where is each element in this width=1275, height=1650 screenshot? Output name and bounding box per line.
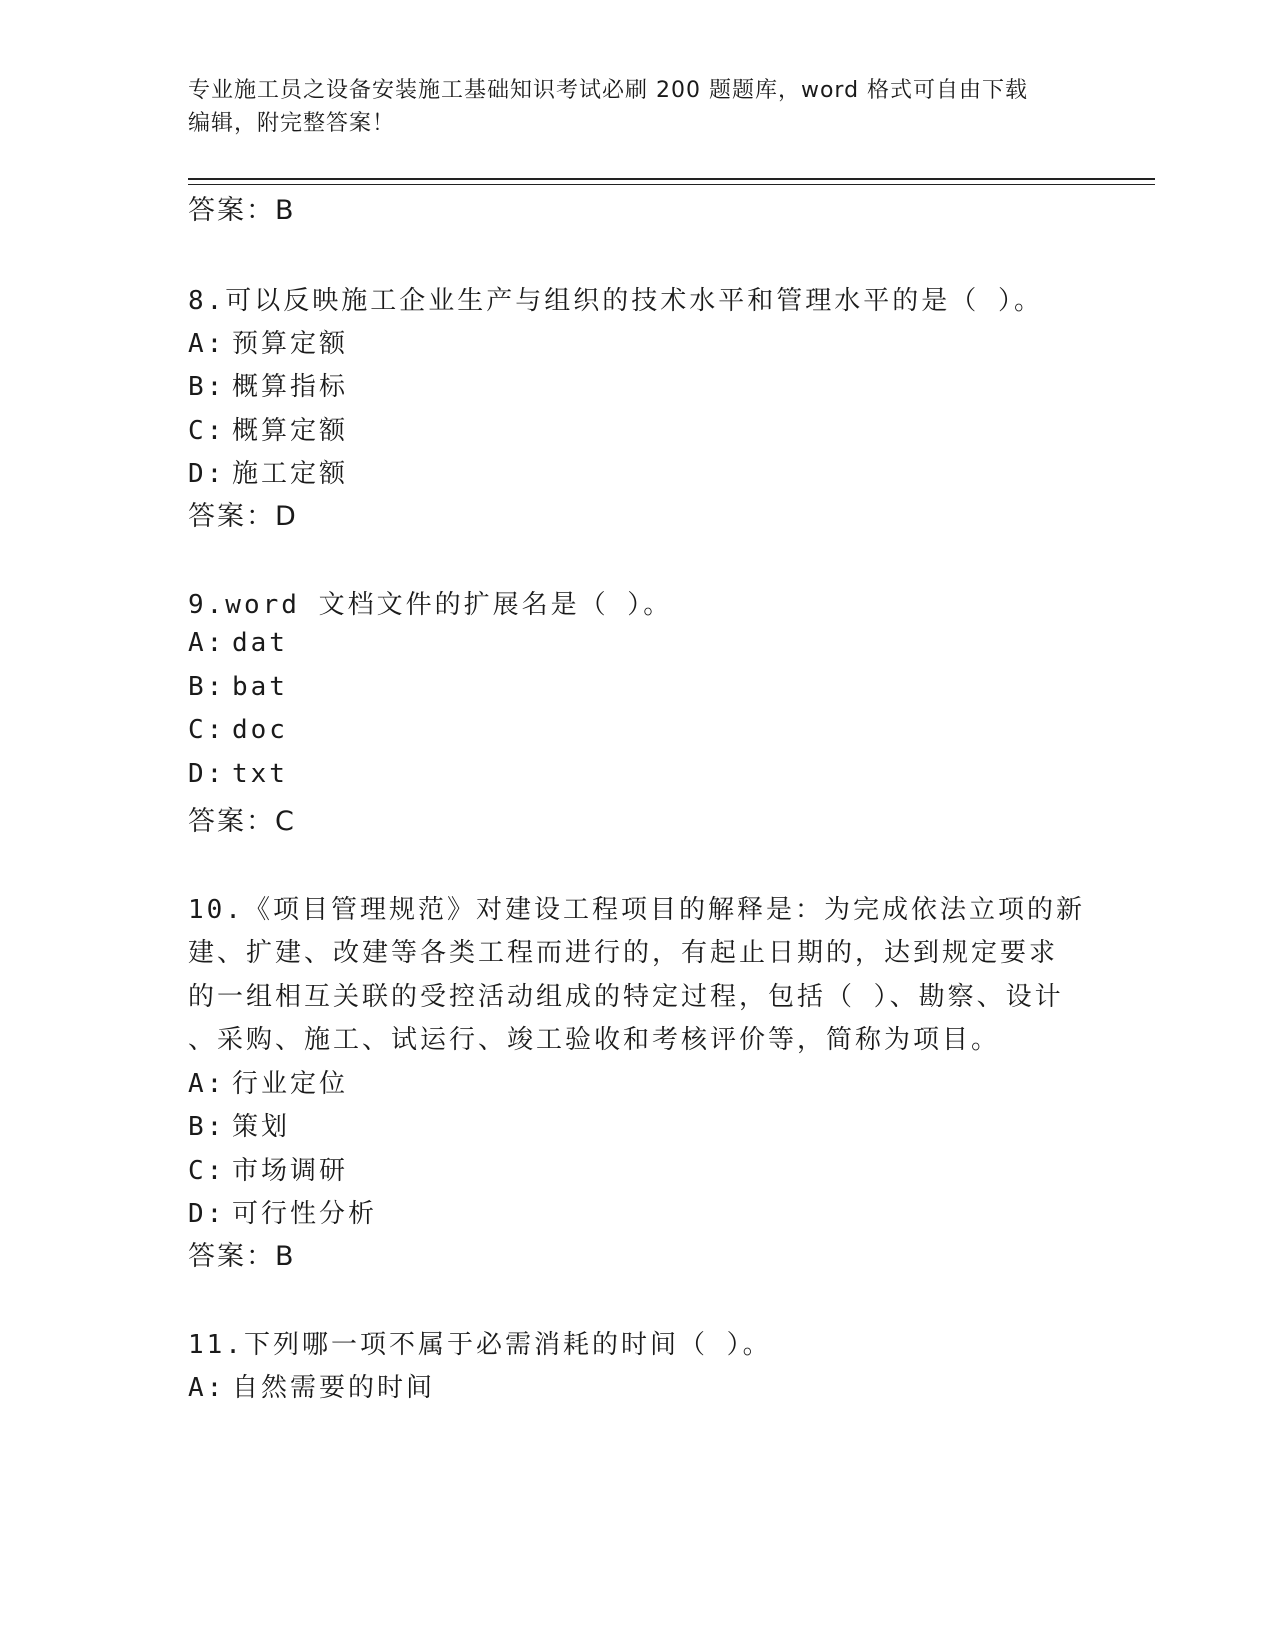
question-11-stem: 11.下列哪一项不属于必需消耗的时间（ ）。 bbox=[188, 1330, 772, 1360]
option-letter: B: bbox=[188, 672, 226, 702]
option-text: 市场调研 bbox=[232, 1156, 349, 1186]
option-text: 施工定额 bbox=[232, 459, 349, 489]
question-10-stem-line-1: 10.《项目管理规范》对建设工程项目的解释是：为完成依法立项的新 bbox=[188, 895, 1085, 925]
question-9-answer: 答案：C bbox=[188, 806, 296, 837]
option-letter: B: bbox=[188, 372, 226, 402]
header-line-1: 专业施工员之设备安装施工基础知识考试必刷 200 题题库，word 格式可自由下载 bbox=[188, 78, 1029, 103]
question-10-stem-line-3: 的一组相互关联的受控活动组成的特定过程，包括（ ）、勘察、设计 bbox=[188, 982, 1064, 1012]
option-text: 预算定额 bbox=[232, 329, 349, 359]
question-9-option-c bbox=[188, 715, 288, 745]
question-8-option-a bbox=[188, 323, 348, 360]
question-10-stem-line-4: 、采购、施工、试运行、竣工验收和考核评价等，简称为项目。 bbox=[188, 1025, 1001, 1055]
option-letter: A: bbox=[188, 329, 226, 359]
question-9-option-d bbox=[188, 759, 288, 789]
option-text: 概算指标 bbox=[232, 372, 349, 402]
answer-prev: 答案：B bbox=[188, 195, 296, 226]
question-8-option-c bbox=[188, 410, 348, 447]
option-letter: C: bbox=[188, 1156, 226, 1186]
question-11-option-a bbox=[188, 1367, 435, 1404]
option-text: txt bbox=[232, 759, 288, 789]
question-9-option-b bbox=[188, 672, 288, 702]
option-letter: A: bbox=[188, 1069, 226, 1099]
option-text: 可行性分析 bbox=[232, 1199, 378, 1229]
header-line-2: 编辑，附完整答案！ bbox=[188, 111, 396, 136]
question-8-option-b bbox=[188, 366, 348, 403]
option-letter: B: bbox=[188, 1112, 226, 1142]
option-text: 自然需要的时间 bbox=[232, 1373, 436, 1403]
option-letter: C: bbox=[188, 416, 226, 446]
header-divider bbox=[188, 178, 1155, 180]
question-10-option-b bbox=[188, 1106, 290, 1143]
question-10-option-c bbox=[188, 1150, 348, 1187]
header-divider-thin bbox=[188, 184, 1155, 185]
question-10-stem-line-2: 建、扩建、改建等各类工程而进行的，有起止日期的，达到规定要求 bbox=[188, 938, 1059, 968]
question-10-option-a bbox=[188, 1063, 348, 1100]
option-letter: D: bbox=[188, 1199, 226, 1229]
question-10-option-d bbox=[188, 1193, 377, 1230]
question-9-stem: 9.word 文档文件的扩展名是（ ）。 bbox=[188, 590, 673, 620]
option-text: 策划 bbox=[232, 1112, 291, 1142]
question-9-option-a bbox=[188, 628, 288, 658]
option-letter: A: bbox=[188, 628, 226, 658]
option-text: 概算定额 bbox=[232, 416, 349, 446]
option-letter: D: bbox=[188, 459, 226, 489]
option-text: 行业定位 bbox=[232, 1069, 349, 1099]
document-header bbox=[188, 74, 1088, 140]
option-text: doc bbox=[232, 715, 288, 745]
option-letter: C: bbox=[188, 715, 226, 745]
option-text: dat bbox=[232, 628, 288, 658]
question-8-stem: 8.可以反映施工企业生产与组织的技术水平和管理水平的是（ ）。 bbox=[188, 286, 1043, 316]
question-10-answer: 答案：B bbox=[188, 1241, 296, 1272]
option-letter: A: bbox=[188, 1373, 226, 1403]
option-text: bat bbox=[232, 672, 288, 702]
question-8-answer: 答案：D bbox=[188, 501, 298, 532]
question-8-option-d bbox=[188, 453, 348, 490]
option-letter: D: bbox=[188, 759, 226, 789]
